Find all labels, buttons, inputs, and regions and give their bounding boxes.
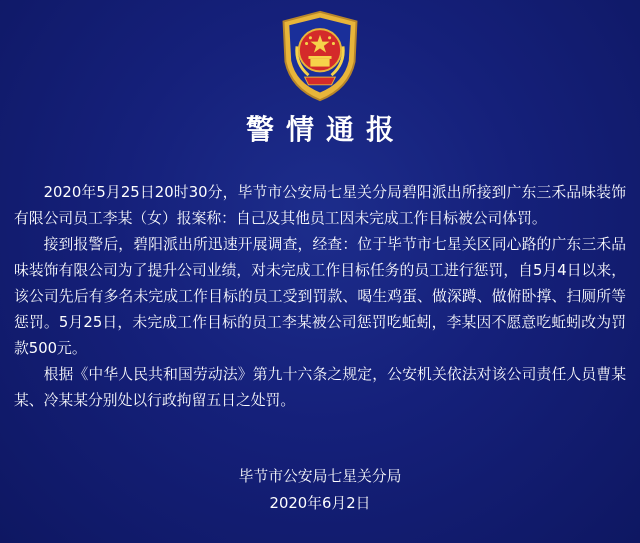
paragraph-investigation: 接到报警后，碧阳派出所迅速开展调查，经查：位于毕节市七星关区同心路的广东三禾品味装饰有限公司为了提升公司业绩，对未完成工作目标任务的员工进行惩罚，自5月4日以来，该公司先后有多名未完成工作目标的员工受到罚款、喝生鸡蛋、做深蹲、做俯卧撑、扫厕所等惩罚。5月25日，未完成工作目标的员工李某被公司惩罚吃蚯蚓，李某因不愿意吃蚯蚓改为罚款500元。 xyxy=(14,236,626,357)
police-emblem-icon xyxy=(272,8,368,104)
notice-body xyxy=(14,180,626,414)
page-title: 警情通报 xyxy=(245,113,406,146)
paragraph-report: 2020年5月25日20时30分，毕节市公安局七星关分局碧阳派出所接到广东三禾品味装饰有限公司员工李某（女）报案称：自己及其他员工因未完成工作目标被公司体罚。 xyxy=(14,184,626,227)
signature-organization: 毕节市公安局七星关分局 xyxy=(238,468,402,485)
paragraph-penalty: 根据《中华人民共和国劳动法》第九十六条之规定，公安机关依法对该公司责任人员曹某某、冷某某分别处以行政拘留五日之处罚。 xyxy=(14,366,626,409)
signature-date: 2020年6月2日 xyxy=(269,495,371,512)
